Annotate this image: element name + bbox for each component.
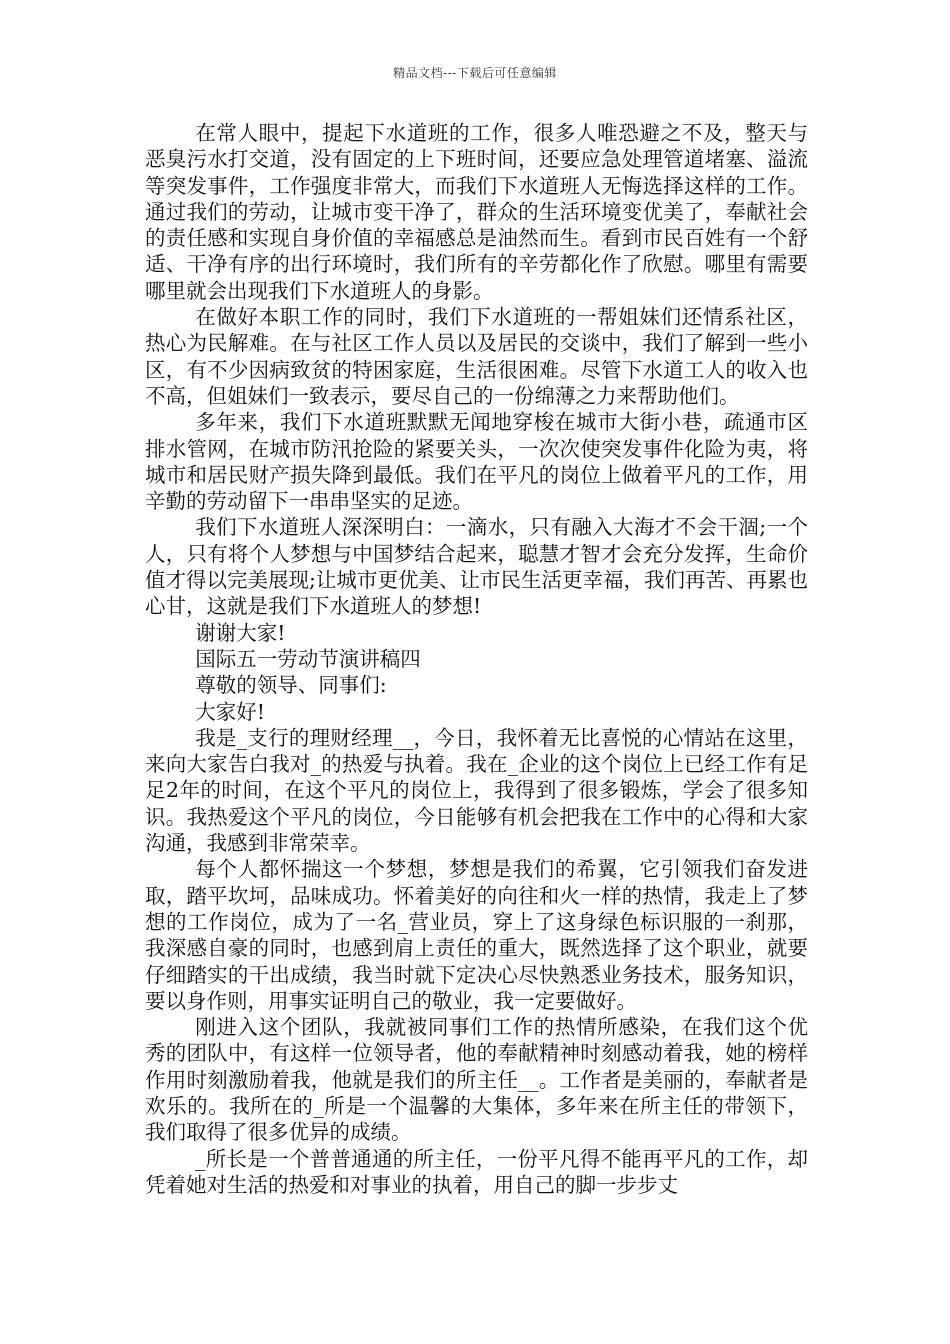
paragraph: _所长是一个普普通通的所主任，一份平凡得不能再平凡的工作，却凭着她对生活的热爱和对事业的执着，用自己的脚一步步丈 xyxy=(145,1146,808,1197)
paragraph: 在常人眼中，提起下水道班的工作，很多人唯恐避之不及，整天与恶臭污水打交道，没有固定的上下班时间，还要应急处理管道堵塞、溢流等突发事件，工作强度非常大，而我们下水道班人无悔选择这样的工作。通过我们的劳动，让城市变干净了，群众的生活环境变优美了，奉献社会的责任感和实现自身价值的幸福感总是油然而生。看到市民百姓有一个舒适、干净有序的出行环境时，我们所有的辛劳都化作了欣慰。哪里有需要哪里就会出现我们下水道班人的身影。 xyxy=(145,121,808,303)
greeting: 大家好! xyxy=(195,699,265,724)
salutation: 尊敬的领导、同事们: xyxy=(195,673,387,698)
paragraph: 刚进入这个团队，我就被同事们工作的热情所感染，在我们这个优秀的团队中，有这样一位领导者，他的奉献精神时刻感动着我，她的榜样作用时刻激励着我，他就是我们的所主任__。工作者是美丽的，奉献者是欢乐的。我所在的_所是一个温馨的大集体，多年来在所主任的带领下，我们取得了很多优异的成绩。 xyxy=(145,1015,808,1145)
section-title: 国际五一劳动节演讲稿四 xyxy=(195,646,421,671)
paragraph: 多年来，我们下水道班默默无闻地穿梭在城市大街小巷，疏通市区排水管网，在城市防汛抢险的紧要关头，一次次使突发事件化险为夷，将城市和居民财产损失降到最低。我们在平凡的岗位上做着平凡的工作，用辛勤的劳动留下一串串坚实的足迹。 xyxy=(145,410,808,514)
paragraph: 我们下水道班人深深明白：一滴水，只有融入大海才不会干涸;一个人，只有将个人梦想与中国梦结合起来，聪慧才智才会充分发挥，生命价值才得以完美展现;让城市更优美、让市民生活更幸福，我们再苦、再累也心甘，这就是我们下水道班人的梦想! xyxy=(145,515,808,619)
document-body xyxy=(145,120,808,1198)
paragraph: 我是_支行的理财经理__，今日，我怀着无比喜悦的心情站在这里，来向大家告白我对_的热爱与执着。我在_企业的这个岗位上已经工作有足足2年的时间，在这个平凡的岗位上，我得到了很多锻炼，学会了很多知识。我热爱这个平凡的岗位，今日能够有机会把我在工作中的心得和大家沟通，我感到非常荣幸。 xyxy=(145,725,808,856)
paragraph: 谢谢大家! xyxy=(195,620,286,645)
page-header: 精品文档---下载后可任意编辑 xyxy=(393,66,557,80)
paragraph: 在做好本职工作的同时，我们下水道班的一帮姐妹们还情系社区，热心为民解难。在与社区工作人员以及居民的交谈中，我们了解到一些小区，有不少因病致贫的特困家庭，生活很困难。尽管下水道工人的收入也不高，但姐妹们一致表示，要尽自己的一份绵薄之力来帮助他们。 xyxy=(145,305,808,408)
paragraph: 每个人都怀揣这一个梦想，梦想是我们的希翼，它引领我们奋发进取，踏平坎坷，品味成功。怀着美好的向往和火一样的热情，我走上了梦想的工作岗位，成为了一名_营业员，穿上了这身绿色标识服的一刹那，我深感自豪的同时，也感到肩上责任的重大，既然选择了这个职业，就要仔细踏实的干出成绩，我当时就下定决心尽快熟悉业务技术，服务知识，要以身作则，用事实证明自己的敬业，我一定要做好。 xyxy=(145,857,808,1013)
